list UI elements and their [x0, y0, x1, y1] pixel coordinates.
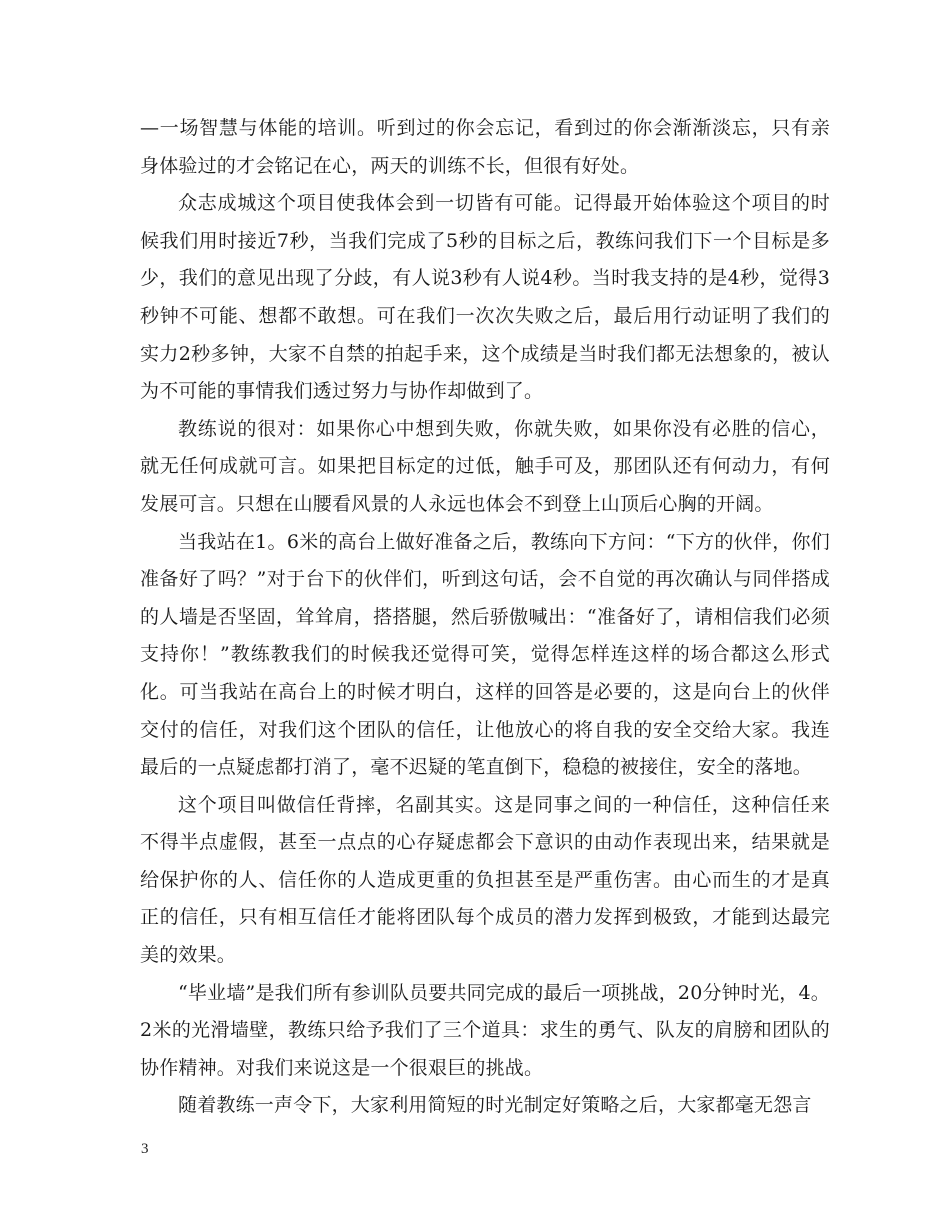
paragraph-7: 随着教练一声令下，大家利用简短的时光制定好策略之后，大家都毫无怨言: [178, 1094, 812, 1117]
paragraph-4: 当我站在1。6米的高台上做好准备之后，教练向下方问：“下方的伙伴，你们准备好了吗？”对于台下的伙伴们，听到这句话，会不自觉的再次确认与同伴搭成的人墙是否坚固，耸耸肩，搭搭腿，然后骄傲喊出：“准备好了，请相信我们必须支持你！”教练教我们的时候我还觉得可笑，觉得怎样连这样的场合都这么形式化。可当我站在高台上的时候才明白，这样的回答是必要的，这是向台上的伙伴交付的信任，对我们这个团队的信任，让他放心的将自我的安全交给大家。我连最后的一点疑虑都打消了，毫不迟疑的笔直倒下，稳稳的被接住，安全的落地。: [140, 530, 830, 779]
paragraph-3: 教练说的很对：如果你心中想到失败，你就失败，如果你没有必胜的信心，就无任何成就可言。如果把目标定的过低，触手可及，那团队还有何动力，有何发展可言。只想在山腰看风景的人永远也体会不到登上山顶后心胸的开阔。: [140, 417, 830, 515]
page-number: 3: [141, 1141, 149, 1157]
paragraph-6: “毕业墙”是我们所有参训队员要共同完成的最后一项挑战，20分钟时光，4。2米的光滑墙壁，教练只给予我们了三个道具：求生的勇气、队友的肩膀和团队的协作精神。对我们来说这是一个很艰巨的挑战。: [140, 981, 830, 1079]
body-text: [140, 110, 830, 1125]
paragraph-2: 众志成城这个项目使我体会到一切皆有可能。记得最开始体验这个项目的时候我们用时接近7秒，当我们完成了5秒的目标之后，教练问我们下一个目标是多少，我们的意见出现了分歧，有人说3秒有人说4秒。当时我支持的是4秒，觉得3秒钟不可能、想都不敢想。可在我们一次次失败之后，最后用行动证明了我们的实力2秒多钟，大家不自禁的拍起手来，这个成绩是当时我们都无法想象的，被认为不可能的事情我们透过努力与协作却做到了。: [140, 192, 830, 403]
paragraph-5: 这个项目叫做信任背摔，名副其实。这是同事之间的一种信任，这种信任来不得半点虚假，甚至一点点的心存疑虑都会下意识的由动作表现出来，结果就是给保护你的人、信任你的人造成更重的负担甚至是严重伤害。由心而生的才是真正的信任，只有相互信任才能将团队每个成员的潜力发挥到极致，才能到达最完美的效果。: [140, 793, 830, 967]
paragraph-1: —一场智慧与体能的培训。听到过的你会忘记，看到过的你会渐渐淡忘，只有亲身体验过的才会铭记在心，两天的训练不长，但很有好处。: [140, 117, 830, 177]
